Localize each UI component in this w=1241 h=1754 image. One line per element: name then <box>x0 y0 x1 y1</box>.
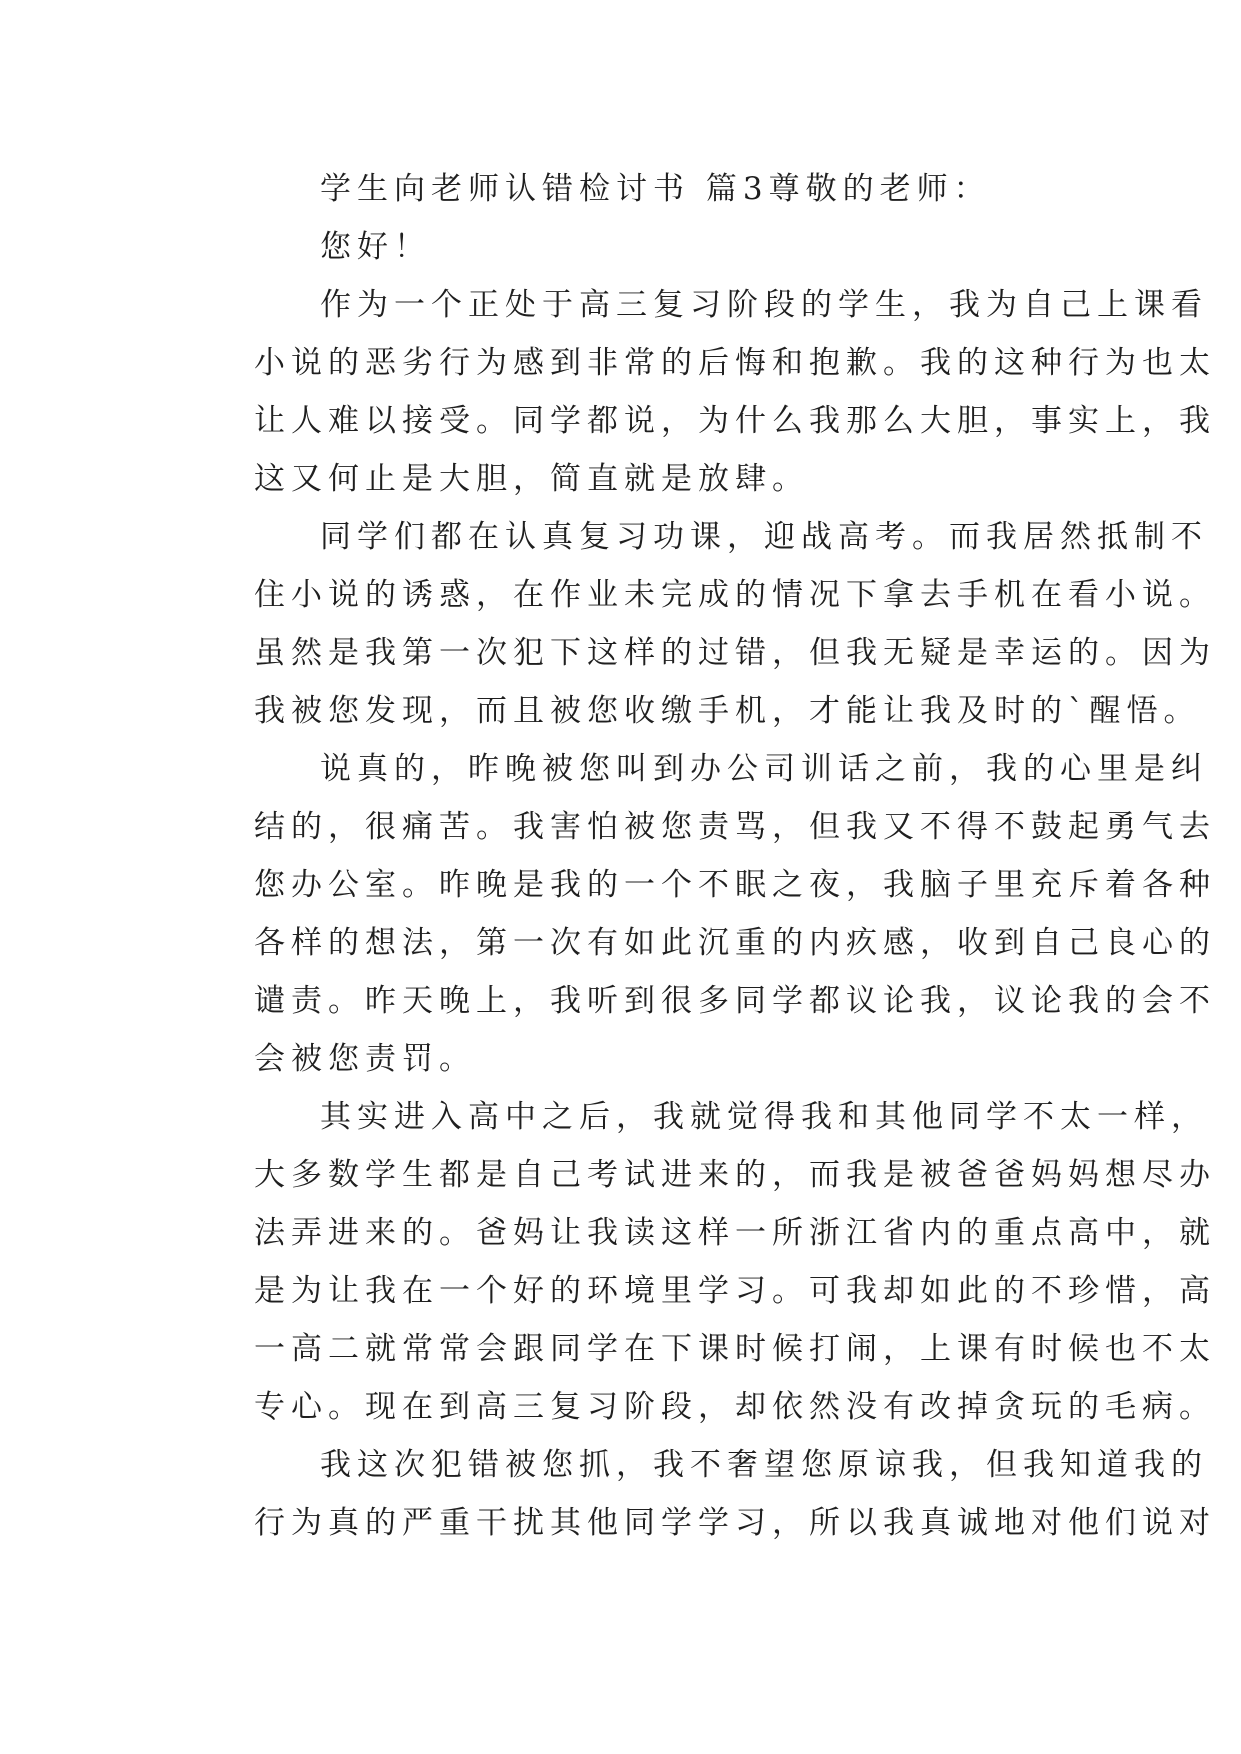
text-line: 您好！ <box>320 229 431 265</box>
text-line: 结的，很痛苦。我害怕被您责骂，但我又不得不鼓起勇气去 <box>254 809 1216 845</box>
text-line: 会被您责罚。 <box>254 1041 476 1077</box>
text-line: 作为一个正处于高三复习阶段的学生，我为自己上课看 <box>320 287 1208 323</box>
text-line: 是为让我在一个好的环境里学习。可我却如此的不珍惜，高 <box>254 1273 1216 1309</box>
text-line: 大多数学生都是自己考试进来的，而我是被爸爸妈妈想尽办 <box>254 1157 1216 1193</box>
text-line: 学生向老师认错检讨书 篇3尊敬的老师： <box>320 171 991 207</box>
body-paragraph-5 <box>188 1436 1216 1552</box>
title-paragraph <box>188 160 1068 218</box>
text-line: 专心。现在到高三复习阶段，却依然没有改掉贪玩的毛病。 <box>254 1389 1216 1425</box>
text-line: 说真的，昨晚被您叫到办公司训话之前，我的心里是纠 <box>320 751 1208 787</box>
text-line: 这又何止是大胆，简直就是放肆。 <box>254 461 809 497</box>
text-line: 我被您发现，而且被您收缴手机，才能让我及时的`醒悟。 <box>254 693 1201 729</box>
greeting-paragraph <box>188 218 1068 276</box>
text-line: 虽然是我第一次犯下这样的过错，但我无疑是幸运的。因为 <box>254 635 1216 671</box>
body-paragraph-2 <box>188 508 1216 740</box>
body-paragraph-3 <box>188 740 1216 1088</box>
text-line: 您办公室。昨晚是我的一个不眠之夜，我脑子里充斥着各种 <box>254 867 1216 903</box>
text-line: 法弄进来的。爸妈让我读这样一所浙江省内的重点高中，就 <box>254 1215 1216 1251</box>
text-line: 一高二就常常会跟同学在下课时候打闹，上课有时候也不太 <box>254 1331 1216 1367</box>
text-line: 各样的想法，第一次有如此沉重的内疚感，收到自己良心的 <box>254 925 1216 961</box>
text-line: 谴责。昨天晚上，我听到很多同学都议论我，议论我的会不 <box>254 983 1216 1019</box>
body-paragraph-1 <box>188 276 1216 508</box>
document-body <box>188 160 1216 1552</box>
text-line: 其实进入高中之后，我就觉得我和其他同学不太一样， <box>320 1099 1208 1135</box>
text-line: 同学们都在认真复习功课，迎战高考。而我居然抵制不 <box>320 519 1208 555</box>
text-line: 我这次犯错被您抓，我不奢望您原谅我，但我知道我的 <box>320 1447 1208 1483</box>
body-paragraph-4 <box>188 1088 1216 1436</box>
text-line: 小说的恶劣行为感到非常的后悔和抱歉。我的这种行为也太 <box>254 345 1216 381</box>
text-line: 住小说的诱惑，在作业未完成的情况下拿去手机在看小说。 <box>254 577 1216 613</box>
text-line: 行为真的严重干扰其他同学学习，所以我真诚地对他们说对 <box>254 1505 1216 1541</box>
text-line: 让人难以接受。同学都说，为什么我那么大胆，事实上，我 <box>254 403 1216 439</box>
